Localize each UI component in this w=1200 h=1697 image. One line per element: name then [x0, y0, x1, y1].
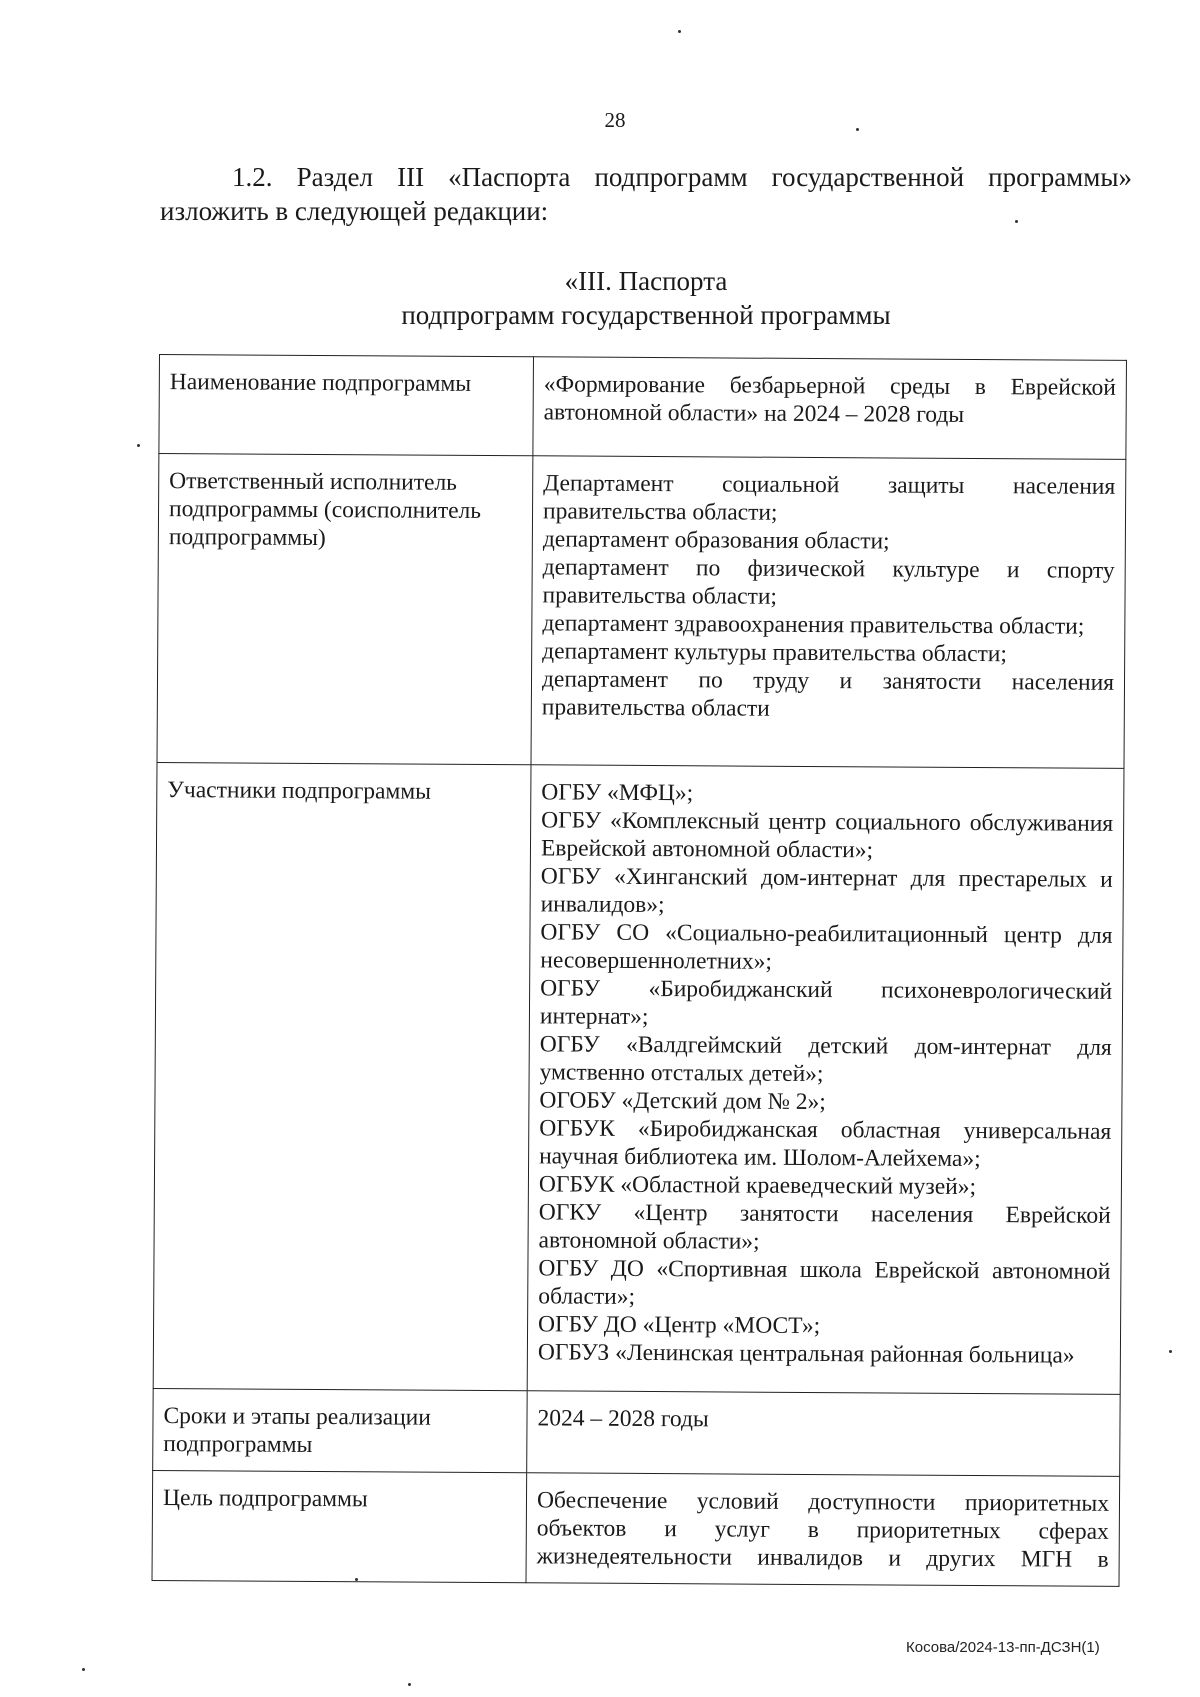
executor-line: департамент по труду и занятости населения правительства области [541, 666, 1115, 722]
scan-speck [408, 1683, 411, 1686]
executor-line: департамент по физической культуре и спорту правительства области; [542, 554, 1115, 610]
participant-line: ОГОБУ «Детский дом № 2»; [539, 1087, 826, 1116]
table-row-participants [153, 762, 1124, 1394]
label-cell: Наименование подпрограммы [159, 355, 534, 456]
value-cell: 2024 – 2028 годы [527, 1391, 1120, 1477]
executor-line: департамент культуры правительства области; [542, 638, 1008, 668]
table-row-terms [153, 1388, 1120, 1476]
label-cell: Сроки и этапы реализации подпрограммы [153, 1388, 527, 1472]
section-title-line-2: подпрограмм государственной программы [401, 300, 891, 330]
value-cell [531, 456, 1126, 769]
value-cell: «Формирование безбарьерной среды в Еврейской автономной области» на 2024 – 2028 годы [533, 357, 1127, 460]
executor-line: департамент здравоохранения правительства области; [542, 610, 1085, 640]
participant-line: ОГБУ СО «Социально-реабилитационный центр для несовершеннолетних»; [540, 919, 1113, 975]
label-cell: Цель подпрограммы [152, 1470, 527, 1582]
value-cell: Обеспечение условий доступности приоритетных объектов и услуг в приоритетных сферах жизнедеятельности инвалидов и других МГН в [526, 1473, 1120, 1587]
document-code: Косова/2024-13-пп-ДСЗН(1) [906, 1639, 1100, 1656]
participant-line: ОГБУ «Биробиджанский психоневрологический интернат»; [539, 975, 1113, 1031]
scan-speck [678, 30, 681, 33]
page-number: 28 [604, 108, 626, 132]
scan-speck [1169, 1350, 1172, 1353]
subprogram-passport-table [152, 354, 1127, 1587]
executor-line: Департамент социальной защиты населения правительства области; [542, 470, 1116, 526]
scan-speck [82, 1668, 85, 1671]
value-cell [527, 765, 1124, 1395]
section-title-line-1: «III. Паспорта [564, 266, 728, 296]
participant-line: ОГБУ «МФЦ»; [541, 779, 694, 807]
table-row-goal [152, 1470, 1120, 1586]
executor-line: департамент образования области; [542, 526, 890, 555]
participant-line: ОГКУ «Центр занятости населения Еврейской автономной области»; [538, 1199, 1111, 1255]
participant-line: ОГБУЗ «Ленинская центральная районная больница» [537, 1339, 1075, 1369]
intro-paragraph: 1.2. Раздел III «Паспорта подпрограмм государственной программы» изложить в следующей редакции: [160, 162, 1132, 226]
table-row-executor [157, 454, 1126, 769]
section-title [160, 264, 1132, 332]
scan-speck [355, 1578, 358, 1581]
table-row-name [159, 355, 1127, 460]
scan-speck [137, 444, 140, 447]
scan-speck [1015, 220, 1018, 223]
participant-line: ОГБУК «Областной краеведческий музей»; [538, 1171, 977, 1201]
scan-speck [856, 128, 859, 131]
participant-line: ОГБУК «Биробиджанская областная универсальная научная библиотека им. Шолом-Алейхема»; [539, 1115, 1112, 1173]
participant-line: ОГБУ «Комплексный центр социального обслуживания Еврейской автономной области»; [540, 807, 1114, 864]
participant-line: ОГБУ «Хинганский дом-интернат для престарелых и инвалидов»; [540, 863, 1113, 919]
participant-line: ОГБУ ДО «Спортивная школа Еврейской автономной области»; [538, 1255, 1111, 1310]
label-cell: Участники подпрограммы [153, 762, 531, 1390]
label-cell: Ответственный исполнитель подпрограммы (соисполнитель подпрограммы) [157, 454, 533, 765]
participant-line: ОГБУ ДО «Центр «МОСТ»; [538, 1311, 821, 1340]
participant-line: ОГБУ «Валдгеймский детский дом-интернат для умственно отсталых детей»; [539, 1031, 1112, 1088]
